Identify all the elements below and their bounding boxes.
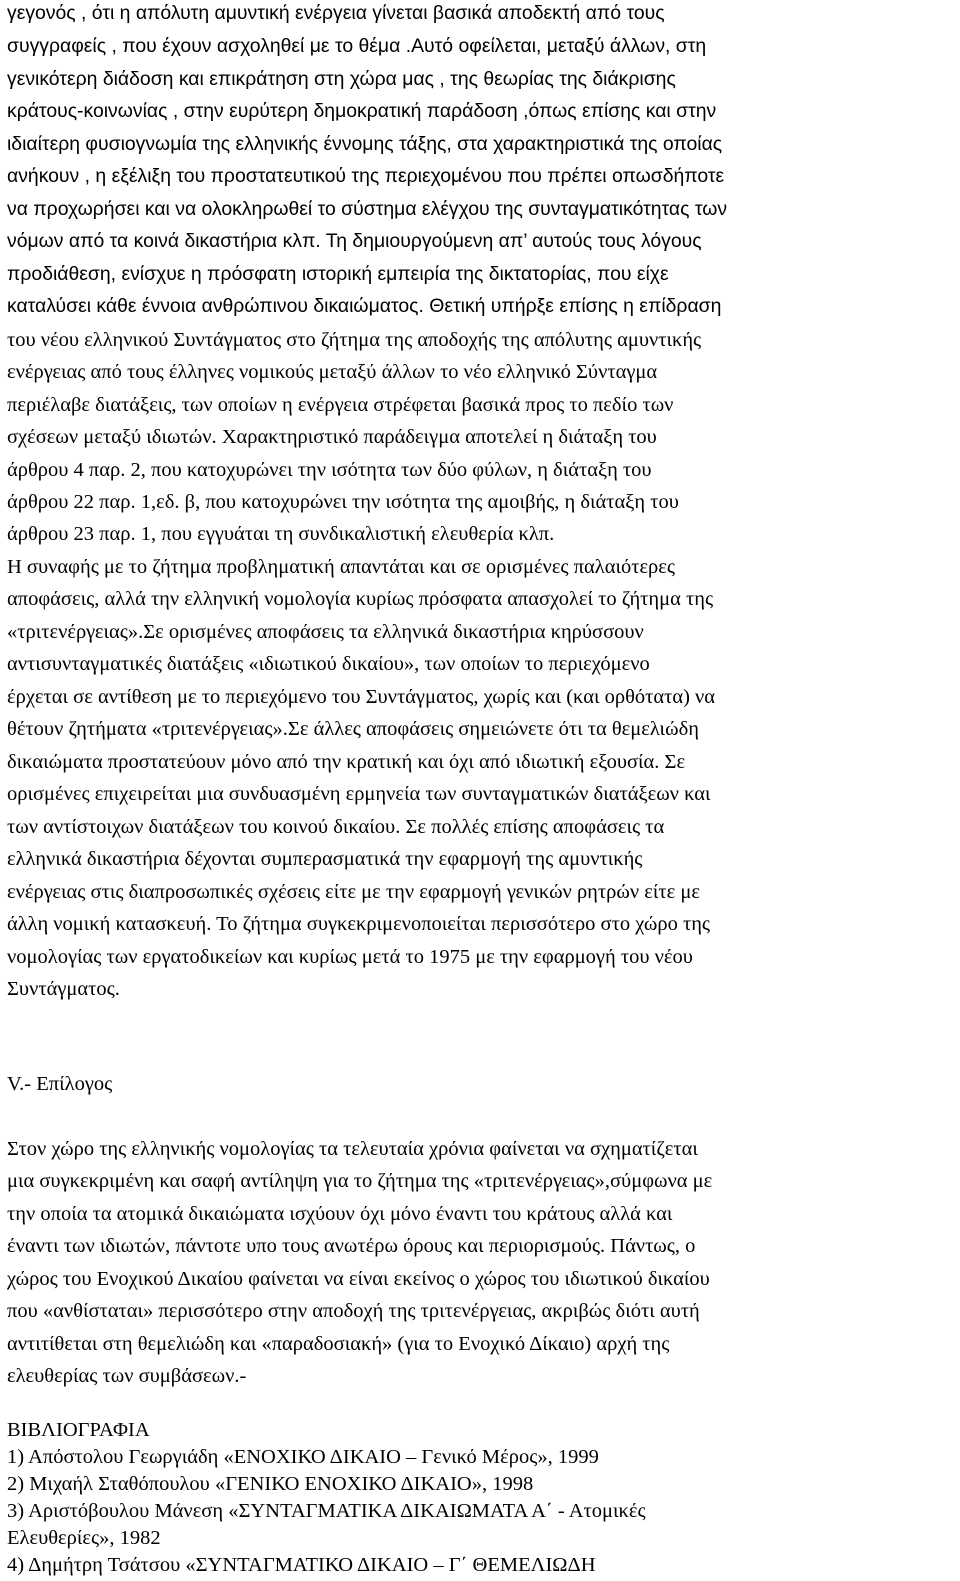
text-line: ελευθερίας των συμβάσεων.- (7, 1365, 247, 1387)
bibliography-item: Ελευθερίες», 1982 (7, 1527, 161, 1549)
text-line: άρθρου 23 παρ. 1, που εγγυάται τη συνδικαλιστική ελευθερία κλπ. (7, 523, 555, 545)
text-line: άλλη νομική κατασκευή. Το ζήτημα συγκεκριμενοποιείται περισσότερο στο χώρο της (7, 913, 711, 935)
text-line: ενέργειας από τους έλληνες νομικούς μεταξύ άλλων το νέο ελληνικό Σύνταγμα (7, 361, 658, 383)
bibliography-heading: ΒΙΒΛΙΟΓΡΑΦΙΑ (7, 1419, 150, 1441)
bibliography-item: 1) Απόστολου Γεωργιάδη «ΕΝΟΧΙΚΟ ΔΙΚΑΙΟ – Γενικό Μέρος», 1999 (7, 1446, 599, 1468)
bibliography-item: 2) Μιχαήλ Σταθόπουλου «ΓΕΝΙΚΟ ΕΝΟΧΙΚΟ ΔΙΚΑΙΟ», 1998 (7, 1473, 534, 1495)
text-line: γεγονός , ότι η απόλυτη αμυντική ενέργεια γίνεται βασικά αποδεκτή από τους (7, 2, 665, 24)
text-line: την οποία τα ατομικά δικαιώματα ισχύουν όχι μόνο έναντι του κράτους αλλά και (7, 1203, 673, 1225)
text-line: μια συγκεκριμένη και σαφή αντίληψη για το ζήτημα της «τριτενέργειας»,σύμφωνα με (7, 1170, 713, 1192)
text-line: σχέσεων μεταξύ ιδιωτών. Χαρακτηριστικό παράδειγμα αποτελεί η διάταξη του (7, 426, 657, 448)
text-line: έναντι των ιδιωτών, πάντοτε υπο τους ανωτέρω όρους και περιορισμούς. Πάντως, ο (7, 1235, 696, 1257)
section-heading: V.- Επίλογος (7, 1073, 113, 1095)
text-line: ορισμένες επιχειρείται μια συνδυασμένη ερμηνεία των συνταγματικών διατάξεων και (7, 783, 711, 805)
text-line: συγγραφείς , που έχουν ασχοληθεί με το θέμα .Αυτό οφείλεται, μεταξύ άλλων, στη (7, 35, 707, 57)
text-line: που «ανθίσταται» περισσότερο στην αποδοχή της τριτενέργειας, ακριβώς διότι αυτή (7, 1300, 700, 1322)
text-line: ελληνικά δικαστήρια δέχονται συμπερασματικά την εφαρμογή της αμυντικής (7, 848, 643, 870)
text-line: «τριτενέργειας».Σε ορισμένες αποφάσεις τα ελληνικά δικαστήρια κηρύσσουν (7, 621, 644, 643)
text-line: έρχεται σε αντίθεση με το περιεχόμενο του Συντάγματος, χωρίς και (και ορθότατα) να (7, 686, 716, 708)
bibliography-item: 3) Αριστόβουλου Μάνεση «ΣΥΝΤΑΓΜΑΤΙΚΑ ΔΙΚΑΙΩΜΑΤΑ Α΄ - Ατομικές (7, 1500, 646, 1522)
text-line: νομολογίας των εργατοδικείων και κυρίως μετά το 1975 με την εφαρμογή του νέου (7, 946, 693, 968)
text-line: ανήκουν , η εξέλιξη του προστατευτικού της περιεχομένου που πρέπει οπωσδήποτε (7, 165, 725, 187)
text-line: Στον χώρο της ελληνικής νομολογίας τα τελευταία χρόνια φαίνεται να σχηματίζεται (7, 1138, 698, 1160)
bibliography-item: 4) Δημήτρη Τσάτσου «ΣΥΝΤΑΓΜΑΤΙΚΟ ΔΙΚΑΙΟ – Γ΄ ΘΕΜΕΛΙΩΔΗ (7, 1554, 596, 1576)
text-line: γενικότερη διάδοση και επικράτηση στη χώρα μας , της θεωρίας της διάκρισης (7, 68, 676, 90)
text-line: δικαιώματα προστατεύουν μόνο από την κρατική και όχι από ιδιωτική εξουσία. Σε (7, 751, 686, 773)
text-line: θέτουν ζητήματα «τριτενέργειας».Σε άλλες αποφάσεις σημειώνετε ότι τα θεμελιώδη (7, 718, 699, 740)
text-line: ιδιαίτερη φυσιογνωμία της ελληνικής έννομης τάξης, στα χαρακτηριστικά της οποίας (7, 133, 723, 155)
text-line: άρθρου 4 παρ. 2, που κατοχυρώνει την ισότητα των δύο φύλων, η διάταξη του (7, 459, 652, 481)
text-line: να προχωρήσει και να ολοκληρωθεί το σύστημα ελέγχου της συνταγματικότητας των (7, 198, 728, 220)
text-line: του νέου ελληνικού Συντάγματος στο ζήτημα της αποδοχής της απόλυτης αμυντικής (7, 329, 702, 351)
text-line: αντισυνταγματικές διατάξεις «ιδιωτικού δικαίου», των οποίων το περιεχόμενο (7, 653, 650, 675)
text-line: κράτους-κοινωνίας , στην ευρύτερη δημοκρατική παράδοση ,όπως επίσης και στην (7, 100, 717, 122)
text-line: χώρος του Ενοχικού Δικαίου φαίνεται να είναι εκείνος ο χώρος του ιδιωτικού δικαίου (7, 1268, 710, 1290)
text-line: Η συναφής με το ζήτημα προβληματική απαντάται και σε ορισμένες παλαιότερες (7, 556, 676, 578)
text-line: καταλύσει κάθε έννοια ανθρώπινου δικαιώματος. Θετική υπήρξε επίσης η επίδραση (7, 295, 722, 317)
text-line: Συντάγματος. (7, 978, 120, 1000)
text-line: αντιτίθεται στη θεμελιώδη και «παραδοσιακή» (για το Ενοχικό Δίκαιο) αρχή της (7, 1333, 670, 1355)
text-line: περιέλαβε διατάξεις, των οποίων η ενέργεια στρέφεται βασικά προς το πεδίο των (7, 394, 674, 416)
text-line: προδιάθεση, ενίσχυε η πρόσφατη ιστορική εμπειρία της δικτατορίας, που είχε (7, 263, 669, 285)
text-line: νόμων από τα κοινά δικαστήρια κλπ. Τη δημιουργούμενη απ’ αυτούς τους λόγους (7, 230, 702, 252)
text-line: αποφάσεις, αλλά την ελληνική νομολογία κυρίως πρόσφατα απασχολεί το ζήτημα της (7, 588, 714, 610)
text-line: των αντίστοιχων διατάξεων του κοινού δικαίου. Σε πολλές επίσης αποφάσεις τα (7, 816, 665, 838)
text-line: ενέργειας στις διαπροσωπικές σχέσεις είτε με την εφαρμογή γενικών ρητρών είτε με (7, 881, 700, 903)
text-line: άρθρου 22 παρ. 1,εδ. β, που κατοχυρώνει την ισότητα της αμοιβής, η διάταξη του (7, 491, 679, 513)
